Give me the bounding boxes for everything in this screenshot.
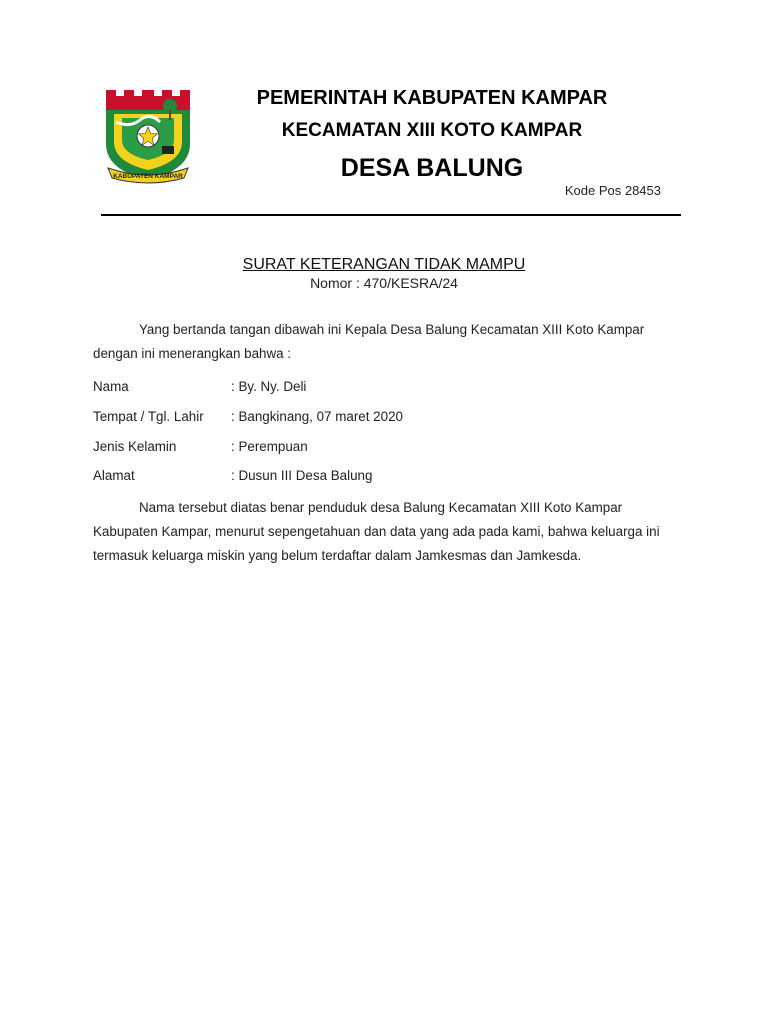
document-title bbox=[150, 256, 618, 274]
field-label: Jenis Kelamin bbox=[93, 439, 177, 454]
field-label: Nama bbox=[93, 379, 129, 394]
field-value: : Perempuan bbox=[231, 439, 308, 454]
coat-of-arms-logo bbox=[102, 86, 194, 190]
document-title-text: SURAT KETERANGAN TIDAK MAMPU bbox=[242, 256, 526, 273]
header-divider bbox=[101, 214, 681, 216]
field-row-nama bbox=[93, 377, 665, 397]
government-name: PEMERINTAH KABUPATEN KAMPAR bbox=[256, 87, 608, 109]
field-label: Tempat / Tgl. Lahir bbox=[93, 409, 204, 424]
district-name: KECAMATAN XIII KOTO KAMPAR bbox=[281, 120, 583, 141]
statement-paragraph bbox=[93, 496, 665, 568]
field-label: Alamat bbox=[93, 468, 135, 483]
postal-code: Kode Pos 28453 bbox=[564, 183, 661, 198]
statement-text: Nama tersebut diatas benar penduduk desa Balung Kecamatan XIII Koto Kampar Kabupaten Kampar, menurut sepengetahuan dan data yang ada pada kami, bahwa keluarga ini termasuk keluarga miskin yang belum terdaftar dalam Jamkesmas dan Jamkesda. bbox=[93, 500, 660, 563]
field-value: : By. Ny. Deli bbox=[231, 379, 307, 394]
document-number: Nomor : 470/KESRA/24 bbox=[310, 275, 458, 291]
field-value: : Dusun III Desa Balung bbox=[231, 468, 373, 483]
intro-text: Yang bertanda tangan dibawah ini Kepala Desa Balung Kecamatan XIII Koto Kampar dengan ini menerangkan bahwa : bbox=[93, 322, 645, 361]
field-row-tempat-tgl-lahir bbox=[93, 407, 665, 427]
field-row-jenis-kelamin bbox=[93, 437, 665, 457]
logo-ribbon-text: KABUPATEN KAMPAR bbox=[113, 173, 183, 180]
intro-paragraph bbox=[93, 318, 665, 366]
field-value: : Bangkinang, 07 maret 2020 bbox=[231, 409, 403, 424]
field-row-alamat bbox=[93, 466, 665, 486]
village-name: DESA BALUNG bbox=[340, 154, 524, 182]
